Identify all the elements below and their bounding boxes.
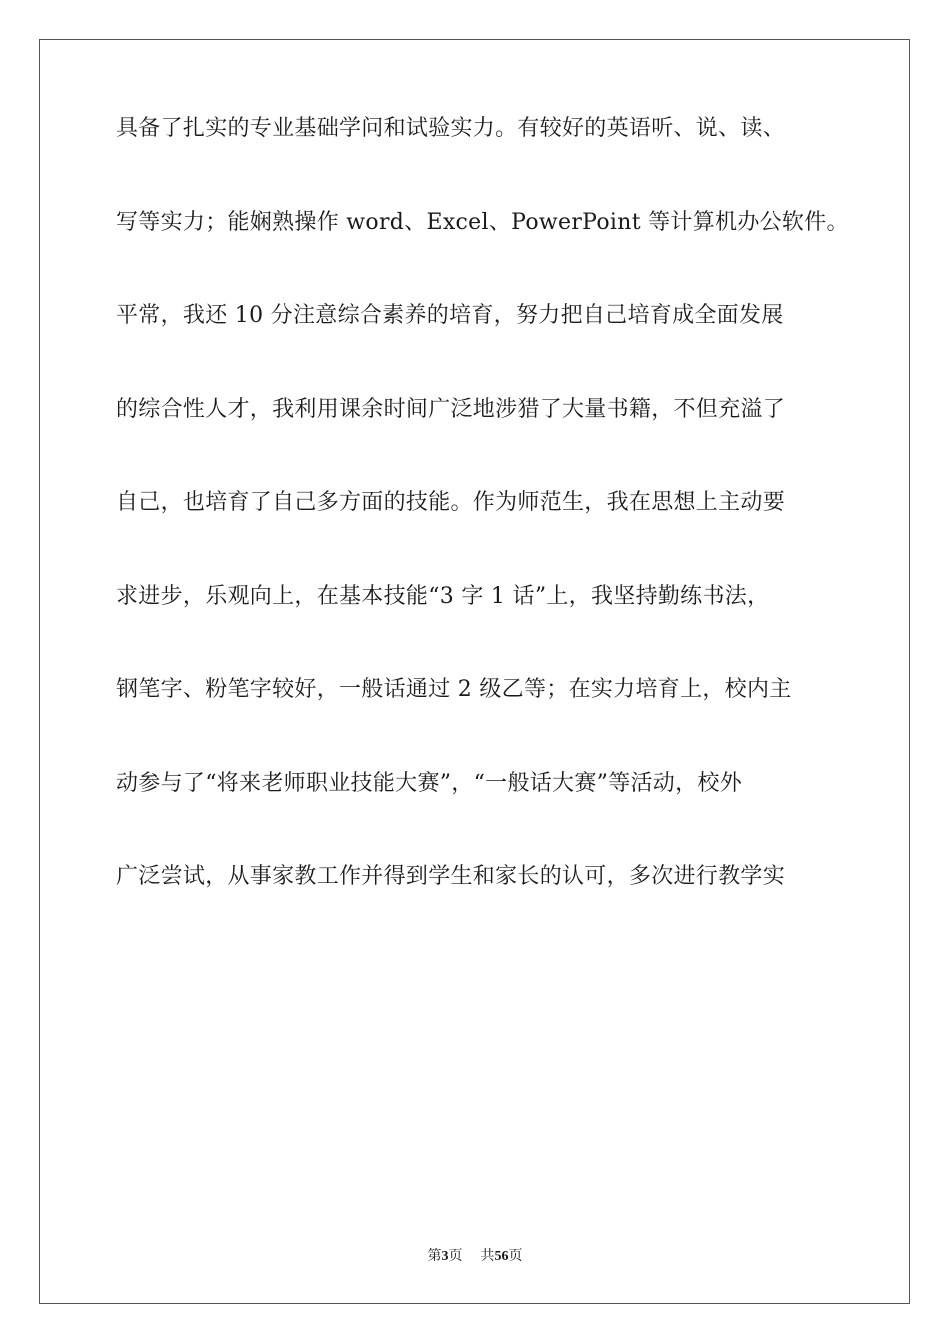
page-number: 3 [441, 1249, 449, 1264]
total-pages: 56 [494, 1249, 509, 1264]
page-prefix: 第 [427, 1249, 442, 1264]
total-suffix: 页 [508, 1249, 523, 1264]
text-line-3: 平常，我还 10 分注意综合素养的培育，努力把自己培育成全面发展 [116, 303, 784, 328]
text-line-2: 写等实力；能娴熟操作 word、Excel、PowerPoint 等计算机办公软件。 [116, 209, 849, 235]
text-line-4: 的综合性人才，我利用课余时间广泛地涉猎了大量书籍，不但充溢了 [116, 396, 786, 422]
page-suffix: 页 [448, 1249, 463, 1264]
text-line-1: 具备了扎实的专业基础学问和试验实力。有较好的英语听、说、读、 [116, 116, 786, 141]
text-line-8: 动参与了“将来老师职业技能大赛”，“一般话大赛”等活动，校外 [116, 770, 742, 796]
text-line-7: 钢笔字、粉笔字较好，一般话通过 2 级乙等；在实力培育上，校内主 [116, 677, 792, 702]
text-line-9: 广泛尝试，从事家教工作并得到学生和家长的认可，多次进行教学实 [116, 864, 786, 889]
text-line-5: 自己，也培育了自己多方面的技能。作为师范生，我在思想上主动要 [116, 490, 786, 515]
document-body [116, 104, 849, 946]
total-prefix: 共 [480, 1249, 495, 1264]
text-line-6: 求进步，乐观向上，在基本技能“3 字 1 话”上，我坚持勤练书法， [116, 583, 770, 609]
page-footer [0, 1245, 950, 1265]
